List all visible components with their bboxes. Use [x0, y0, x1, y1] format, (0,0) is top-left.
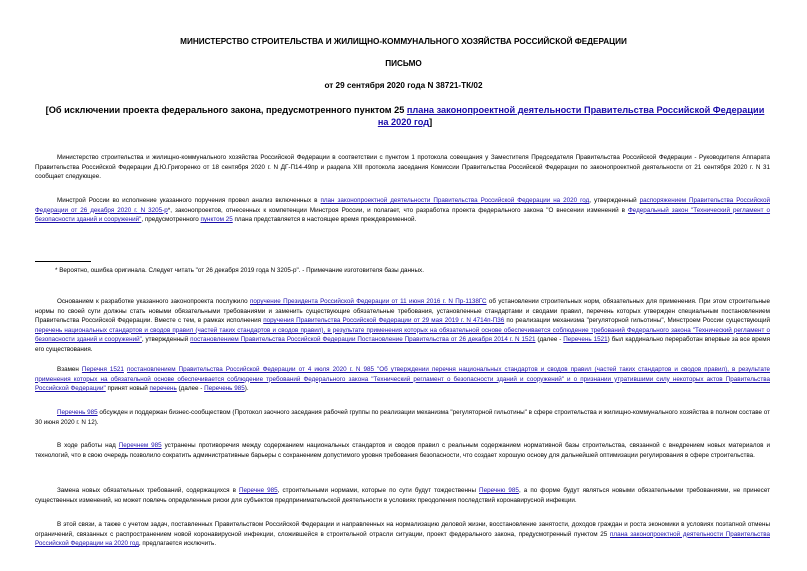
p2-text-2: , утвержденный [589, 197, 640, 204]
paragraph-8 [35, 520, 770, 549]
paragraph-6 [35, 441, 770, 460]
p8-plan-link[interactable]: плана законопроектной деятельности Правительства Российской Федерации на 2020 год [35, 530, 770, 548]
p8-text-1: В этой связи, а также с учетом задач, поставленных Правительством Российской Федерации и направленных на нормализацию деловой жизни, восстановление занятости, доходов граждан и роста экономики в условиях поэтапной отмены ограничений, связанных с распространением новой коронавирусной инфекции, сложившейся в строительной отрасли ситуации, проект федерального закона, предусмотренный пунктом 25 [35, 521, 770, 538]
p4-resolution-985-link[interactable]: постановлением Правительства Российской Федерации от 4 июля 2020 г. N 985 "Об утверждении перечня национальных стандартов и сводов правил (частей таких стандартов и сводов правил), в результате применения которых на обязательной основе обеспечивается соблюдение требований Федерального закона "Технический регламент о безопасности зданий и сооружений" и о признании утратившими силу некоторых актов Правительства Российской Федерации" [35, 366, 771, 393]
document-title [40, 104, 770, 128]
p8-text-2: , предлагается исключить. [138, 540, 217, 548]
p3-text-2: об установлении строительных норм, обязательных для применения. При этом строительные нормы по своей сути должны стать новыми обязательными требованиями и заменить существующие обязательные требования, установленные стандартами и сводами правил, перечень которых утвержден специальным постановлением Правительства Российской Федерации. Вместе с тем, в рамках исполнения [35, 298, 770, 325]
p7-list-985-link-1[interactable]: Перечне 985 [239, 487, 278, 494]
document-type: ПИСЬМО [385, 59, 422, 68]
p2-federal-law-link[interactable]: Федеральный закон "Технический регламент о безопасности зданий и сооружений" [35, 206, 771, 224]
p2-text-4: , предусмотренного [141, 216, 201, 224]
p3-standards-list-link[interactable]: перечень национальных стандартов и сводов правил (частей таких стандартов и сводов правил), в результате применения которых на обязательной основе обеспечивается соблюдение требований Федерального закона "Технический регламент о безопасности зданий и сооружений" [35, 326, 770, 344]
paragraph-1: Министерство строительства и жилищно-коммунального хозяйства Российской Федерации в соответствии с пунктом 1 протокола совещания у Заместителя Председателя Правительства Российской Федерации - Руководителя Аппарата Правительства Российской Федерации Д.Ю.Григоренко от 18 сентября 2020 г. N ДГ-П14-49пр и раздела XIII протокола заседания Комиссии Правительства Российской Федерации по законопроектной деятельности от 21 сентября 2020 г. N 31 сообщает следующее. [35, 154, 770, 181]
paragraph-7 [35, 486, 770, 505]
p3-list-1521-link[interactable]: Перечень 1521 [563, 336, 608, 344]
p4-text-5: ). [244, 385, 249, 393]
title-prefix: [Об исключении проекта федерального закона, предусмотренного пунктом 25 [45, 105, 407, 115]
p6-text-1: В ходе работы над [57, 442, 119, 449]
p4-list-1521-link[interactable]: Перечня 1521 [81, 366, 124, 373]
p2-text-5: плана представляется в настоящее время преждевременной. [232, 216, 417, 224]
p2-item-25-link[interactable]: пунктом 25 [200, 216, 233, 224]
document-date-number: от 29 сентября 2020 года N 38721-ТК/02 [324, 81, 483, 90]
p4-text-4: (далее - [176, 385, 205, 393]
p6-list-985-link[interactable]: Перечнем 985 [118, 442, 162, 449]
p4-text-3: принят новый [105, 385, 150, 393]
footnote-divider [35, 261, 91, 262]
p7-list-985-link-2[interactable]: Перечню 985 [479, 487, 519, 494]
p7-text-2: , строительными нормами, которые по сути будут тождественны [277, 487, 480, 494]
p4-text-1: Взамен [57, 366, 82, 373]
p3-president-order-link[interactable]: поручение Президента Российской Федерации от 11 июня 2016 г. N Пр-1138ГС [249, 298, 487, 305]
title-plan-link[interactable]: плана законопроектной деятельности Правительства Российской Федерации на 2020 год [377, 105, 765, 127]
p3-text-4: , утвержденный [141, 336, 191, 344]
p5-list-985-link[interactable]: Перечень 985 [57, 409, 98, 416]
p4-list-985-link[interactable]: Перечень 985 [204, 385, 245, 393]
paragraph-3 [35, 297, 770, 355]
ministry-heading: МИНИСТЕРСТВО СТРОИТЕЛЬСТВА И ЖИЛИЩНО-КОММУНАЛЬНОГО ХОЗЯЙСТВА РОССИЙСКОЙ ФЕДЕРАЦИИ [180, 37, 627, 46]
p5-text-1: обсужден и поддержан бизнес-сообществом (Протокол заочного заседания рабочей группы по реализации механизма "регуляторной гильотины" в сфере строительства и жилищно-коммунального хозяйства в полном составе от 30 июня 2020 г. N 12). [35, 409, 771, 426]
title-suffix: ] [429, 117, 433, 127]
p7-text-1: Замена новых обязательных требований, содержащихся в [57, 487, 239, 494]
p6-text-2: устранены противоречия между содержанием национальных стандартов и сводов правил с реальным содержанием нормативной базы строительства, связанной с внедрением новых материалов и технологий, что в свою очередь позволило сократить административные барьеры с сохранением допустимого уровня требования безопасности, что создает хорошую основу для дальнейшей оптимизации регулирования в сфере строительства. [35, 442, 771, 459]
p3-text-6: ) был кардинально переработан впервые за все время его существования. [35, 336, 770, 353]
paragraph-5 [35, 408, 770, 427]
p2-decree-link[interactable]: распоряжением Правительства Российской Федерации от 26 декабря 2020 г. N 3205-р [35, 197, 770, 214]
paragraph-2 [35, 196, 770, 225]
paragraph-4 [35, 365, 770, 394]
p3-text-1: Основанием к разработке указанного законопроекта послужило [57, 298, 250, 305]
p2-text-1: Минстрой России во исполнение указанного поручения провел анализ включенных в [57, 197, 321, 204]
p2-text-3: *, законопроектов, отнесенных к компетенции Минстроя России, и полагает, что разработка проекта федерального закона "О внесении изменений в [167, 206, 628, 214]
p7-text-3: , а по форме будут являться новыми обязательными требованиями, не принесет существенных изменений, но может повлечь определенные риски для субъектов предпринимательской деятельности в условиях преодоления последствий коронавирусной инфекции. [35, 487, 771, 504]
p4-list-link[interactable]: перечень [149, 385, 177, 393]
p3-text-5: (далее - [535, 336, 564, 344]
footnote: * Вероятно, ошибка оригинала. Следует читать "от 26 декабря 2019 года N 3205-р". - Примечание изготовителя базы данных. [55, 267, 424, 274]
p3-government-order-link[interactable]: поручения Правительства Российской Федерации от 29 мая 2019 г. N 4714п-П36 [263, 317, 505, 325]
p3-resolution-link[interactable]: постановлением Правительства Российской Федерации Постановление Правительства от 26 декабря 2014 г. N 1521 [190, 336, 536, 344]
p3-text-3: по реализации механизма "регуляторной гильотины", Минстроем России существующий [504, 317, 770, 325]
p2-plan-link[interactable]: план законопроектной деятельности Правительства Российской Федерации на 2020 год [320, 197, 590, 204]
